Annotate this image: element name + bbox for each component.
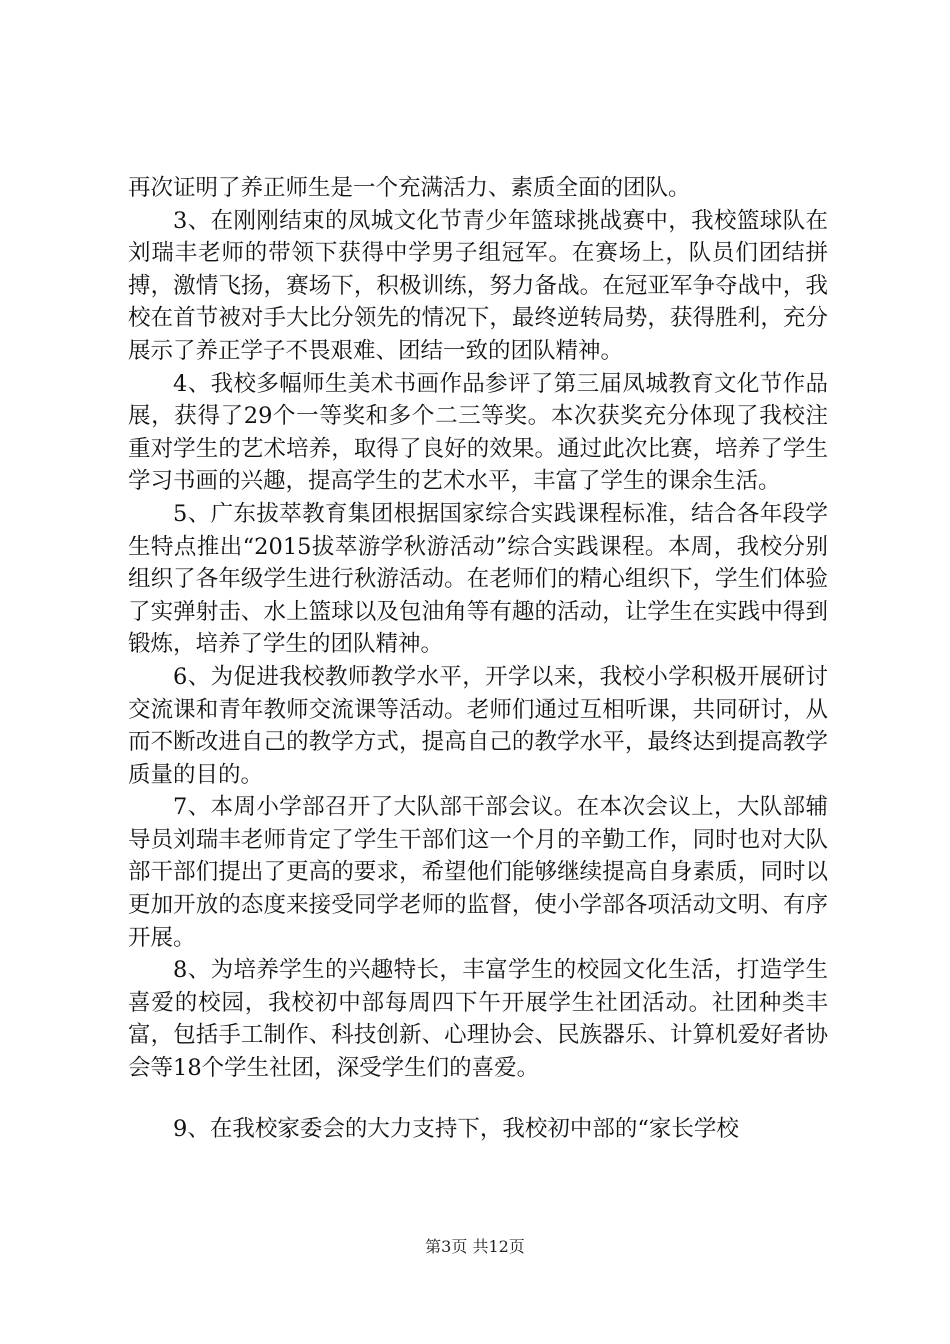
document-body: [128, 172, 828, 1145]
paragraph-item-9: 9、在我校家委会的大力支持下，我校初中部的“家长学校: [173, 1115, 739, 1142]
paragraph-continuation: 再次证明了养正师生是一个充满活力、素质全面的团队。: [128, 175, 691, 201]
paragraph-item-3: 3、在刚刚结束的凤城文化节青少年篮球挑战赛中，我校篮球队在刘瑞丰老师的带领下获得中学男子组冠军。在赛场上，队员们团结拼搏，激情飞扬，赛场下，积极训练，努力备战。在冠亚军争夺战中，我校在首节被对手大比分领先的情况下，最终逆转局势，获得胜利，充分展示了养正学子不畏艰难、团结一致的团队精神。: [128, 207, 828, 364]
paragraph-item-8: 8、为培养学生的兴趣特长，丰富学生的校园文化生活，打造学生喜爱的校园，我校初中部每周四下午开展学生社团活动。社团种类丰富，包括手工制作、科技创新、心理协会、民族器乐、计算机爱好者协会等18个学生社团，深受学生们的喜爱。: [128, 957, 828, 1082]
paragraph-item-7: 7、本周小学部召开了大队部干部会议。在本次会议上，大队部辅导员刘瑞丰老师肯定了学生干部们这一个月的辛勤工作，同时也对大队部干部们提出了更高的要求，希望他们能够继续提高自身素质，同时以更加开放的态度来接受同学老师的监督，使小学部各项活动文明、有序开展。: [128, 794, 828, 951]
paragraph-item-6: 6、为促进我校教师教学水平，开学以来，我校小学积极开展研讨交流课和青年教师交流课等活动。老师们通过互相听课，共同研讨，从而不断改进自己的教学方式，提高自己的教学水平，最终达到提高教学质量的目的。: [128, 663, 828, 788]
paragraph-item-4: 4、我校多幅师生美术书画作品参评了第三届凤城教育文化节作品展，获得了29个一等奖和多个二三等奖。本次获奖充分体现了我校注重对学生的艺术培养，取得了良好的效果。通过此次比赛，培养了学生学习书画的兴趣，提高学生的艺术水平，丰富了学生的课余生活。: [128, 370, 828, 495]
page-number-footer: 第3页 共12页: [425, 1237, 525, 1256]
paragraph-item-5: 5、广东拔萃教育集团根据国家综合实践课程标准，结合各年段学生特点推出“2015拔萃游学秋游活动”综合实践课程。本周，我校分别组织了各年级学生进行秋游活动。在老师们的精心组织下，学生们体验了实弹射击、水上篮球以及包油角等有趣的活动，让学生在实践中得到锻炼，培养了学生的团队精神。: [128, 500, 828, 658]
